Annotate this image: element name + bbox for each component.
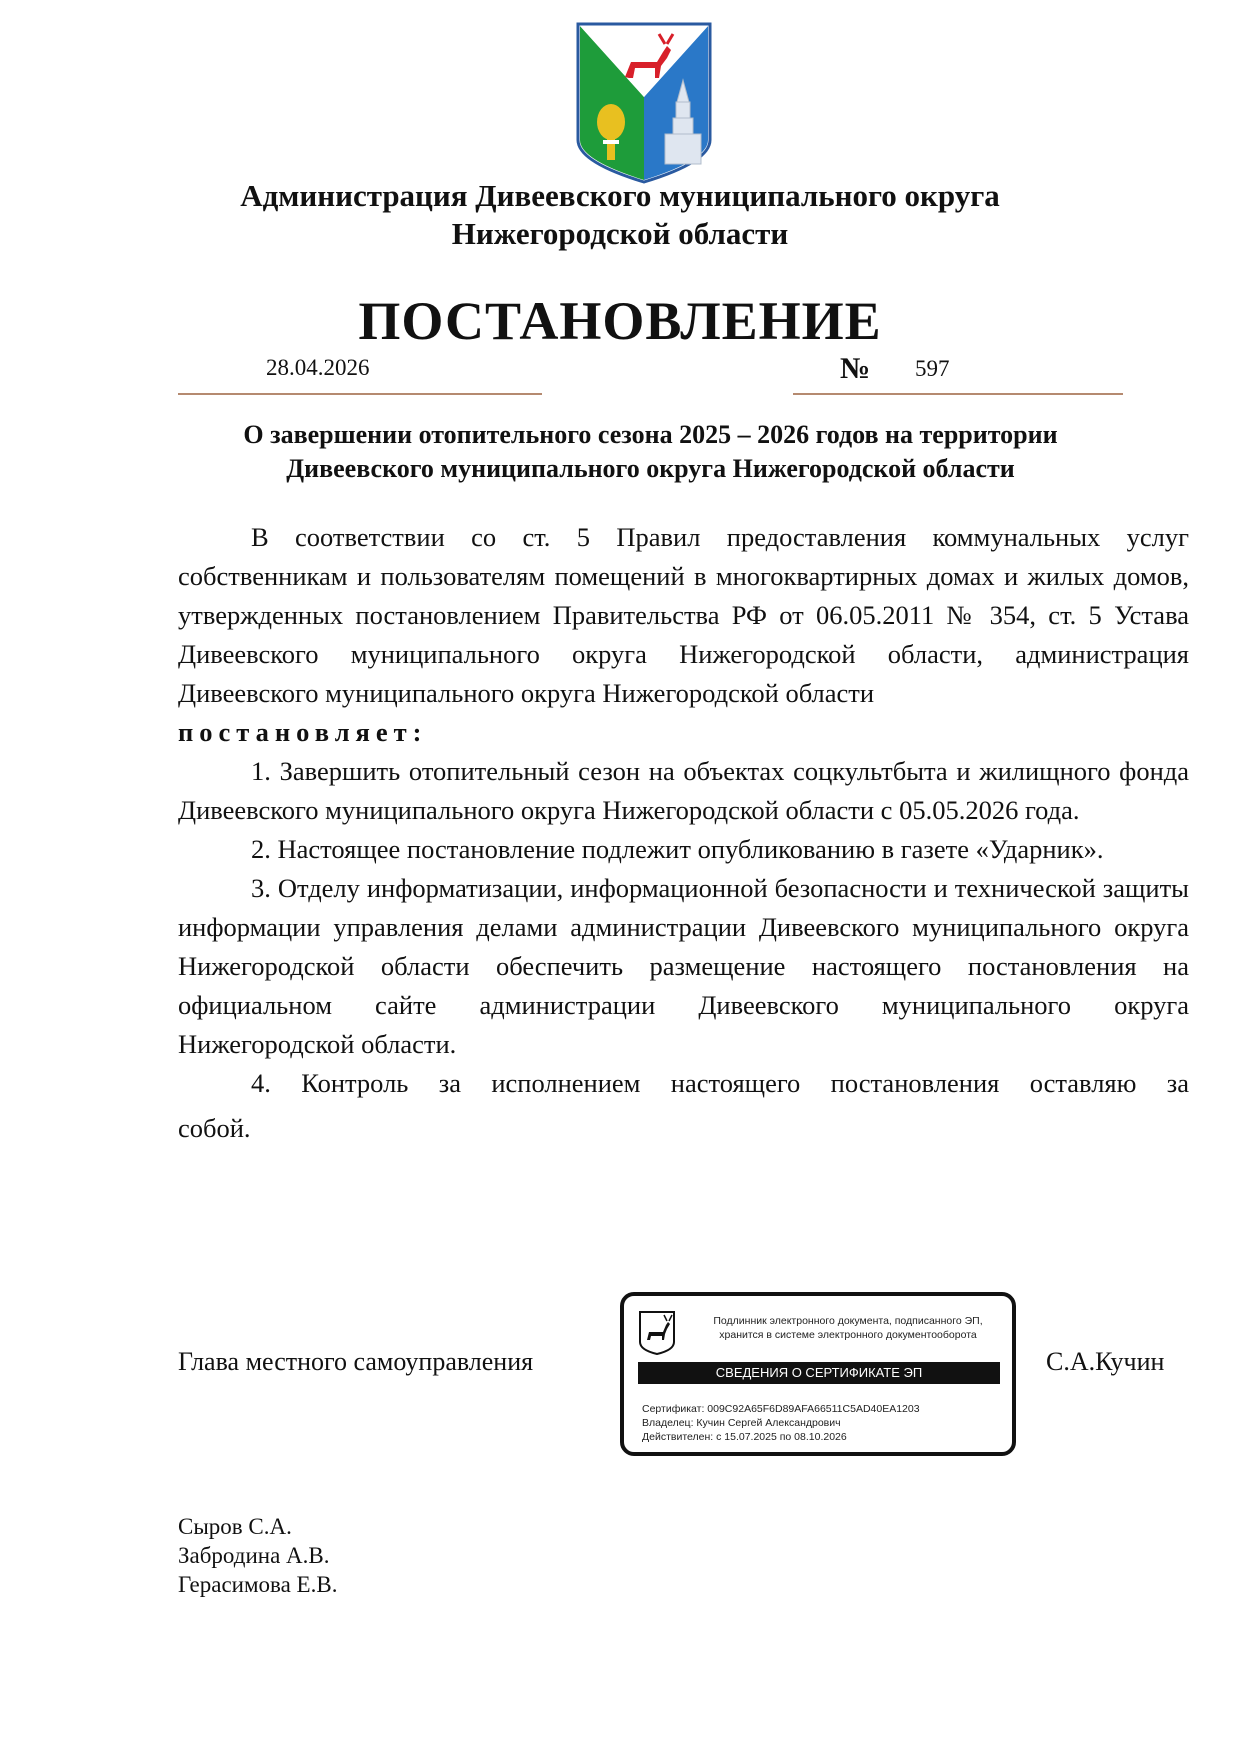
stamp-notice — [688, 1314, 1008, 1342]
deer-emblem-icon — [638, 1310, 676, 1356]
coat-of-arms-icon — [575, 22, 713, 184]
item-2: 2. Настоящее постановление подлежит опубликованию в газете «Ударник». — [251, 834, 1104, 864]
organization-name-line1: Администрация Дивеевского муниципального округа — [240, 178, 1000, 213]
document-body — [178, 518, 1189, 1148]
certificate-serial: Сертификат: 009C92A65F6D89AFA66511C5AD40EA1203 — [642, 1403, 920, 1415]
electronic-signature-stamp — [620, 1292, 1016, 1456]
certificate-details — [642, 1402, 920, 1444]
certificate-owner: Владелец: Кучин Сергей Александрович — [642, 1417, 841, 1429]
document-date: 28.04.2026 — [266, 355, 370, 380]
stamp-notice-line1: Подлинник электронного документа, подписанного ЭП, — [713, 1315, 983, 1327]
document-type-title: ПОСТАНОВЛЕНИЕ — [358, 291, 882, 351]
executor: Сыров С.А. — [178, 1514, 292, 1539]
item-3: 3. Отделу информатизации, информационной безопасности и технической защиты информации управления делами администрации Дивеевского муниципального округа Нижегородской области обеспечить размещение настоящего постановления на официальном сайте администрации Дивеевского муниципального округа Нижегородской области. — [178, 873, 1189, 1059]
preamble-paragraph: В соответствии со ст. 5 Правил предоставления коммунальных услуг собственникам и пользователям помещений в многоквартирных домах и жилых домов, утвержденных постановлением Правительства РФ от 06.05.2011 № 354, ст. 5 Устава Дивеевского муниципального округа Нижегородской области, администрация Дивеевского муниципального округа Нижегородской области — [178, 522, 1189, 708]
subject-line1: О завершении отопительного сезона 2025 – 2026 годов на территории — [243, 420, 1058, 449]
signatory-name: С.А.Кучин — [1046, 1347, 1165, 1376]
item-1: 1. Завершить отопительный сезон на объектах соцкультбыта и жилищного фонда Дивеевского муниципального округа Нижегородской области с 05.05.2026 года. — [178, 756, 1189, 825]
subject-line2: Дивеевского муниципального округа Нижегородской области — [286, 454, 1015, 483]
executors-list — [178, 1512, 337, 1599]
item-4: 4. Контроль за исполнением настоящего постановления оставляю за — [251, 1068, 1189, 1098]
organization-name-line2: Нижегородской области — [451, 216, 789, 251]
signatory-position: Глава местного самоуправления — [178, 1347, 534, 1376]
certificate-validity: Действителен: с 15.07.2025 по 08.10.2026 — [642, 1431, 847, 1443]
document-number: 597 — [915, 356, 950, 381]
document-subject — [178, 418, 1123, 486]
date-underline — [178, 393, 542, 395]
executor: Герасимова Е.В. — [178, 1572, 338, 1597]
item-4-continuation: собой. — [178, 1113, 251, 1143]
decree-word-text: постановляет: — [178, 717, 428, 747]
number-underline — [793, 393, 1123, 395]
number-sign: № — [840, 352, 871, 385]
decree-word — [178, 713, 1189, 752]
certificate-info-header: СВЕДЕНИЯ О СЕРТИФИКАТЕ ЭП — [638, 1362, 1000, 1384]
executor: Забродина А.В. — [178, 1543, 330, 1568]
stamp-notice-line2: хранится в системе электронного документооборота — [719, 1329, 977, 1341]
